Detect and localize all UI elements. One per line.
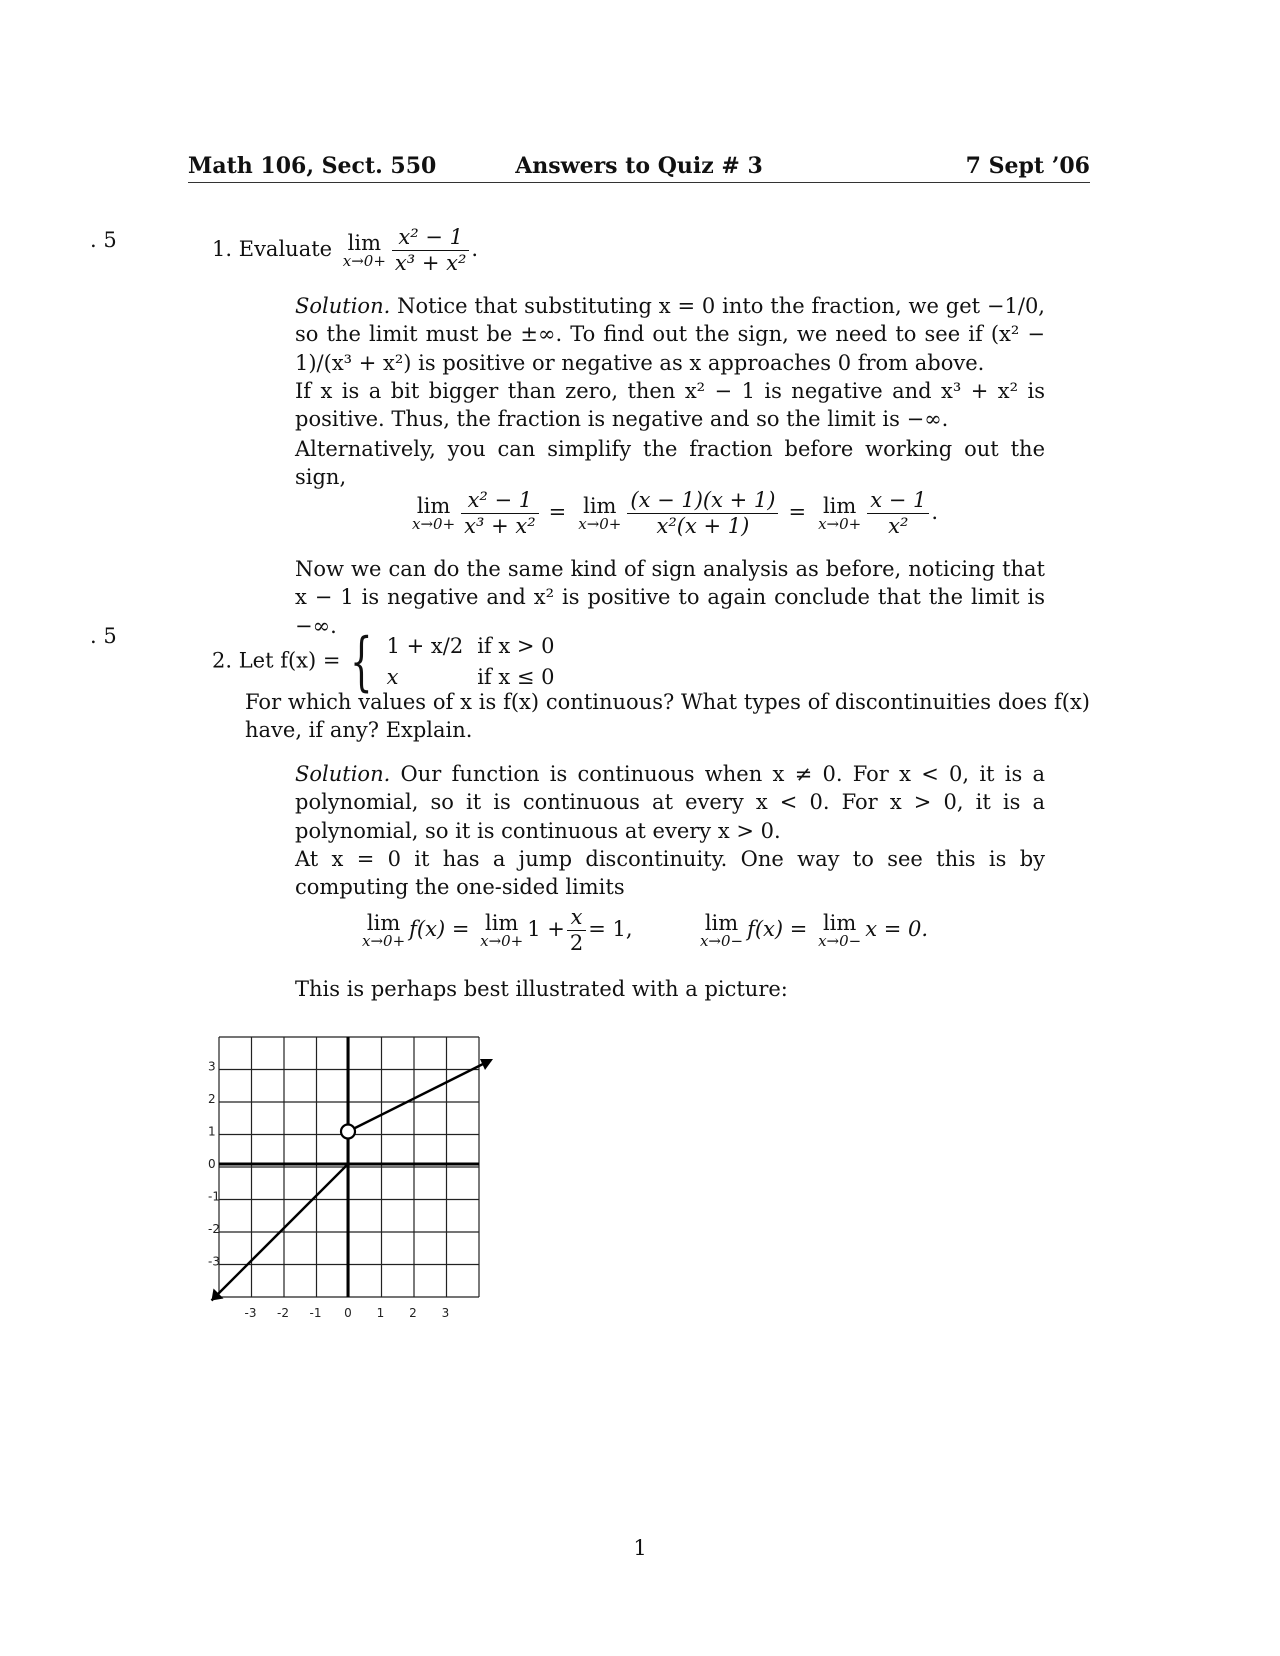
fraction-denominator: x³ + x²: [394, 251, 467, 276]
lim-subscript: x→0−: [818, 931, 862, 950]
limit-operator: [818, 912, 861, 950]
score-q1: . 5: [90, 228, 117, 252]
lim-subscript: x→0+: [480, 931, 524, 950]
fraction-denominator: x³ + x²: [464, 514, 536, 539]
lim-subscript: x→0+: [412, 514, 456, 533]
case-expression: x: [386, 665, 399, 689]
page-number: 1: [633, 1536, 647, 1560]
lim-word: lim: [366, 910, 401, 935]
fraction: [627, 488, 778, 539]
x-tick-label: 3: [441, 1306, 450, 1320]
document-date: 7 Sept ’06: [965, 153, 1090, 179]
x-axis-labels: [245, 1306, 450, 1320]
fraction: [392, 225, 469, 276]
lim-word: lim: [347, 230, 382, 255]
solution-text: Our function is continuous when x ≠ 0. For x < 0, it is a polynomial, so it is continuous at every x < 0. For x > 0, it is a polynomial, so it is continuous at every x > 0.: [295, 762, 1045, 843]
fraction-numerator: x: [567, 905, 586, 931]
fraction: [867, 488, 929, 539]
lim-word: lim: [583, 493, 617, 518]
limit-operator: [818, 495, 861, 533]
q2-display-equation: [358, 905, 928, 956]
y-tick-label: 1: [208, 1124, 216, 1139]
fraction-denominator: x²: [888, 514, 909, 539]
y-tick-label: -2: [208, 1222, 220, 1236]
q1-solution-paragraph-4: Now we can do the same kind of sign analysis as before, noticing that x − 1 is negative and x² is positive to again conclude that the limit is −∞.: [295, 557, 1045, 638]
q2-solution-paragraph-3: This is perhaps best illustrated with a picture:: [295, 977, 788, 1001]
q2-solution-paragraph-2: At x = 0 it has a jump discontinuity. One way to see this is by computing the one-sided limits: [295, 847, 1045, 900]
lim-subscript: x→0+: [818, 514, 862, 533]
branch-right: [348, 1060, 491, 1132]
limit-lhs: f(x) =: [409, 917, 470, 942]
brace: {: [350, 625, 373, 699]
limit-operator: [362, 912, 405, 950]
lim-subscript: x→0−: [699, 931, 744, 950]
x-tick-label: -1: [309, 1306, 322, 1320]
lim-word: lim: [704, 910, 739, 935]
function-graph: [208, 1036, 528, 1366]
question-prompt: Let f(x) =: [238, 648, 341, 673]
question-2-text: For which values of x is f(x) continuous? What types of discontinuities does f(x) have, if any? Explain.: [245, 690, 1090, 743]
limit-operator: [343, 232, 386, 270]
fraction-numerator: (x − 1)(x + 1): [627, 488, 778, 514]
fraction: [461, 488, 538, 539]
fraction-numerator: x² − 1: [392, 225, 469, 251]
solution-text: Notice that substituting x = 0 into the fraction, we get −1/0, so the limit must be ±∞. To find out the sign, we need to see if (x² − 1)/(x³ + x²) is positive or negative as x approaches 0 from above.: [295, 294, 1045, 375]
page-header: [188, 148, 1090, 183]
question-1: 1. Evaluate lim x→0+ $\frac{\text{x² − 1}}{\text{x³ + x²}}$ .: [212, 225, 479, 276]
score-q2: . 5: [90, 624, 117, 648]
solution-label: Solution.: [295, 762, 391, 786]
fraction-denominator: x²(x + 1): [656, 514, 750, 539]
course-title: Math 106, Sect. 550: [188, 153, 437, 179]
q1-solution-paragraph-1: [295, 292, 1045, 377]
limit-lhs: f(x) =: [747, 917, 808, 942]
q1-display-equation: lim x→0+ $\frac{\text{x² − 1}}{\text{x³ + x²}}$ = lim x→0+ $\frac{(x - 1)(x + 1)}{\text{x²(x + 1)}}$ = lim x→0+ $\frac{x - 1}{\text{x²}}$ .: [412, 488, 939, 539]
limit-operator: [578, 495, 621, 533]
y-tick-label: 2: [208, 1092, 216, 1106]
q1-solution-paragraph-2: If x is a bit bigger than zero, then x² − 1 is negative and x³ + x² is positive. Thus, the fraction is negative and so the limit is −∞.: [295, 379, 1045, 432]
limit-operator: [480, 912, 523, 950]
case-condition: if x > 0: [477, 633, 555, 658]
y-tick-label: -3: [208, 1254, 220, 1269]
question-number: 2.: [212, 648, 233, 673]
limit-operator: [700, 912, 743, 950]
solution-label: Solution.: [295, 294, 391, 318]
y-tick-label: -1: [208, 1189, 220, 1204]
x-tick-label: 2: [409, 1306, 417, 1320]
x-tick-label: -2: [277, 1306, 289, 1320]
y-tick-label: 0: [208, 1157, 216, 1171]
open-circle: [341, 1125, 355, 1139]
case-row: [383, 631, 565, 663]
question-2: [212, 625, 565, 699]
limit-result: = 1,: [588, 917, 633, 942]
document-title: Answers to Quiz # 3: [515, 153, 763, 179]
limit-operator: [412, 495, 455, 533]
limit-rhs: 1 +: [527, 917, 565, 942]
lim-subscript: x→0+: [362, 931, 406, 950]
case-expression: 1 + x/2: [386, 633, 464, 658]
piecewise-cases: [383, 631, 565, 694]
x-tick-label: 1: [376, 1306, 385, 1320]
fraction-denominator: 2: [569, 931, 584, 956]
lim-subscript: x→0+: [578, 514, 622, 533]
lim-word: lim: [485, 910, 519, 935]
question-prompt: Evaluate: [238, 237, 333, 262]
case-condition: if x ≤ 0: [477, 665, 555, 689]
lim-word: lim: [416, 493, 451, 518]
lim-word: lim: [822, 910, 857, 935]
q2-solution-paragraph-1: [295, 760, 1045, 845]
x-tick-label: 0: [344, 1306, 352, 1320]
q1-solution-paragraph-3: Alternatively, you can simplify the fraction before working out the sign,: [295, 437, 1045, 490]
limit-result: x = 0.: [865, 917, 929, 942]
x-tick-label: -3: [244, 1306, 257, 1320]
question-number: 1.: [212, 237, 233, 262]
y-tick-label: 3: [208, 1059, 216, 1074]
lim-subscript: x→0+: [342, 251, 386, 270]
fraction-numerator: x² − 1: [461, 488, 538, 514]
y-axis-labels: [208, 1060, 220, 1269]
fraction: [567, 905, 586, 956]
lim-word: lim: [822, 493, 857, 518]
fraction-numerator: x − 1: [867, 488, 929, 514]
